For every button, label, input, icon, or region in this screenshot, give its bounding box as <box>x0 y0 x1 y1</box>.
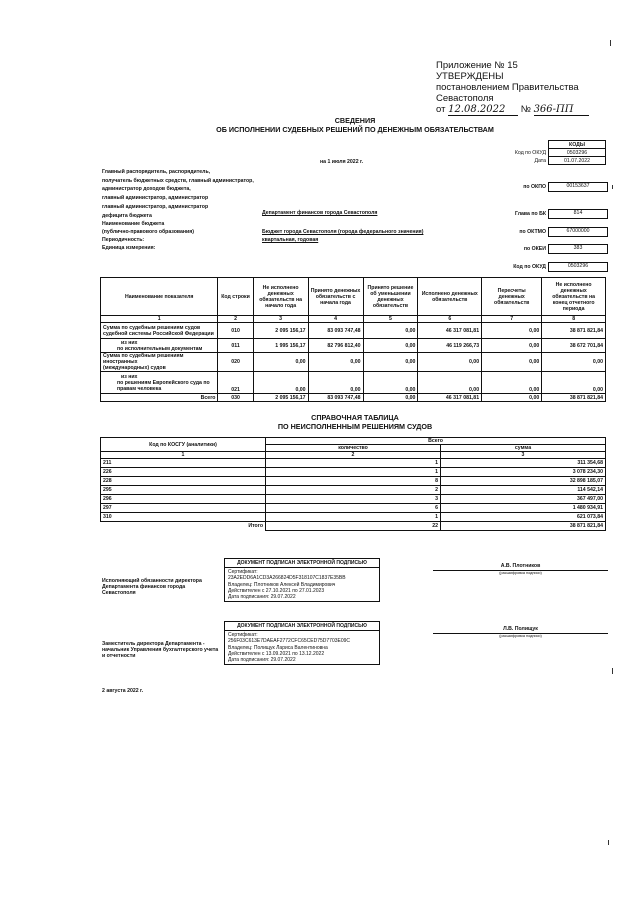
signer-2-name: Л.В. Полищук <box>503 626 538 632</box>
footer-date: 2 августа 2022 г. <box>102 688 144 694</box>
table-row-total: Итого 22 38 871 821,84 <box>101 522 606 531</box>
approved-by-city: Севастополя <box>436 93 494 104</box>
scan-mark <box>610 40 611 46</box>
main-table-header: Наименование показателя Код строки Не исполнено денежных обязательств на начало года Принято денежных обязательств с начала года Принято решение об уменьшении денежных обязательств Исполнено денежных обязательств Пересчеты денежных обязательств Не исполнено денежных обязательств на конец отчетного периода <box>101 278 606 316</box>
signer-1-role: Исполняющий обязанности директора Департамента финансов города Севастополя <box>102 578 202 597</box>
approval-date-handwritten: 12.08.2022 <box>448 104 518 116</box>
table-row-total: Всего 030 2 095 156,17 83 093 747,48 0,00 46 317 081,81 0,00 38 871 821,84 <box>101 394 606 402</box>
appendix-block <box>436 60 589 116</box>
periodicity: квартальная, годовая <box>262 237 319 243</box>
scan-mark <box>612 668 613 674</box>
table-row: Сумма по судебным решениям иностранных (международных) судов 020 0,00 0,00 0,00 0,00 0,00 0,00 <box>101 353 606 372</box>
table-row: 297 6 1 480 934,91 <box>101 504 606 513</box>
okei-code: 383 <box>548 244 608 254</box>
reference-table-title: СПРАВОЧНАЯ ТАБЛИЦА ПО НЕИСПОЛНЕННЫМ РЕШЕНИЯМ СУДОВ <box>277 413 433 431</box>
signer-1-hint: (расшифровка подписи) <box>433 570 608 575</box>
okpo-code: 00153637 <box>548 182 608 192</box>
approval-date-line: от 12.08.2022 № 366-ПП <box>436 104 589 116</box>
bk-code: 814 <box>548 209 608 219</box>
codes-table: КОДЫ 0503296 01.07.2022 <box>548 140 606 165</box>
signer-2-hint: (расшифровка подписи) <box>433 633 608 638</box>
approved-label: УТВЕРЖДЕНЫ <box>436 71 504 82</box>
main-table-col-numbers: 1 2 3 4 5 6 7 8 <box>101 316 606 323</box>
reference-table: Код по КОСГУ (аналитики) Всего количество сумма 1 2 3 211 1 311 354,68 226 1 3 078 234,30 228 8 32 898 185,07 295 2 114 542,14 296 3 367 497,00 297 6 1 480 934,91 310 1 621 073,84 Итого 22 38 871 821,84 <box>100 437 606 531</box>
table-row: 226 1 3 078 234,30 <box>101 468 606 477</box>
approved-by-line: постановлением Правительства <box>436 82 579 93</box>
appendix-number: Приложение № 15 <box>436 60 518 71</box>
e-signature-stamp-1: ДОКУМЕНТ ПОДПИСАН ЭЛЕКТРОННОЙ ПОДПИСЬЮ Сертификат: 23A2EDD6A1CD3A266824D5F318107C1837E35BB Владелец: Плотников Алексей Владимирович Действителен с 27.10.2021 по 27.01.2023 Дата подписания: 29.07.2022 <box>224 558 380 602</box>
oktmo-code: 67000000 <box>548 227 608 237</box>
document-title: СВЕДЕНИЯ ОБ ИСПОЛНЕНИИ СУДЕБНЫХ РЕШЕНИЙ ПО ДЕНЕЖНЫМ ОБЯЗАТЕЛЬСТВАМ <box>216 116 494 134</box>
main-table <box>100 277 606 402</box>
table-row: 310 1 621 073,84 <box>101 513 606 522</box>
table-row: из них по исполнительным документам 011 1 995 156,17 82 796 812,40 0,00 46 119 266,73 0,00 38 672 701,84 <box>101 339 606 353</box>
approval-number-handwritten: 366-ПП <box>534 104 589 116</box>
report-date: на 1 июля 2022 г. <box>320 159 364 165</box>
report-date-code: 01.07.2022 <box>549 157 606 165</box>
scan-mark <box>608 840 609 845</box>
okud-code-2: 0503296 <box>548 262 608 272</box>
org-name: Департамент финансов города Севастополя <box>262 210 378 216</box>
table-row: 228 8 32 898 185,07 <box>101 477 606 486</box>
org-type-labels: Главный распорядитель, распорядитель, получатель бюджетных средств, главный администратор, администратор доходов бюджета, главный администратор, администратор главный администратор, администратор дефицита бюджета <box>102 169 254 219</box>
table-row: Сумма по судебным решениям судов судебной системы Российской Федерации 010 2 095 156,17 83 093 747,48 0,00 46 317 081,81 0,00 38 871 821,84 <box>101 323 606 339</box>
table-row: из них по решениям Европейского суда по правам человека 021 0,00 0,00 0,00 0,00 0,00 0,00 <box>101 372 606 394</box>
e-signature-stamp-2: ДОКУМЕНТ ПОДПИСАН ЭЛЕКТРОННОЙ ПОДПИСЬЮ Сертификат: 256F03C613E7DAEAF2772CFC65CED75D7703E09C Владелец: Полищук Лариса Валентиновна Действителен с 13.09.2021 по 13.12.2022 Дата подписания: 29.07.2022 <box>224 621 380 665</box>
scan-mark <box>612 185 613 189</box>
table-row: 296 3 367 497,00 <box>101 495 606 504</box>
signer-1-name: А.В. Плотников <box>500 563 541 569</box>
table-row: 295 2 114 542,14 <box>101 486 606 495</box>
okud-code: 0503296 <box>549 149 606 157</box>
budget-name: Бюджет города Севастополя (города федерального значения) <box>262 229 424 235</box>
signer-2-role: Заместитель директора Департамента - начальник Управления бухгалтерского учета и отчетности <box>102 641 219 660</box>
table-row: 211 1 311 354,68 <box>101 459 606 468</box>
